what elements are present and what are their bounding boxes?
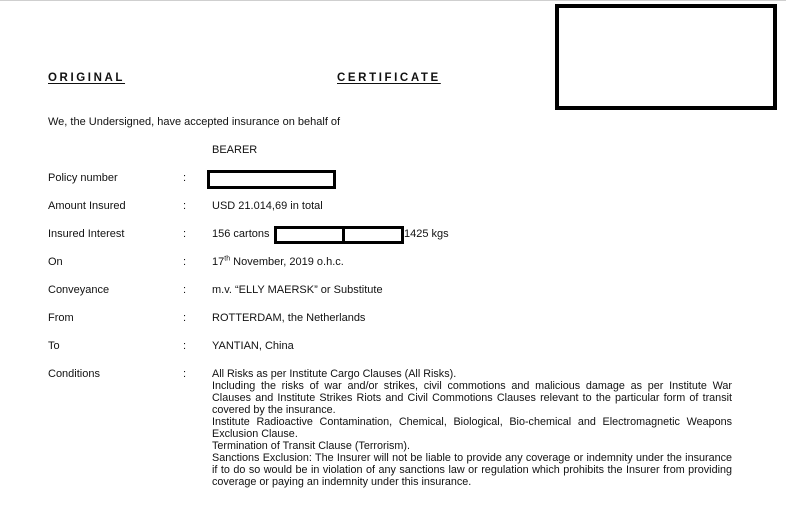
from-value: ROTTERDAM, the Netherlands	[212, 312, 366, 324]
insured-interest-redacted-2	[342, 226, 404, 244]
separator: :	[183, 200, 187, 212]
policy-number-redacted	[207, 170, 336, 189]
policy-number-row	[0, 172, 786, 188]
conveyance-value: m.v. “ELLY MAERSK” or Substitute	[212, 284, 383, 296]
separator: :	[183, 228, 187, 240]
on-row	[0, 256, 786, 272]
separator: :	[183, 256, 187, 268]
conditions-paragraph: Institute Radioactive Contamination, Chemical, Biological, Bio-chemical and Electromagnetic Weapons Exclusion Clause.	[212, 416, 732, 440]
on-label: On	[48, 256, 63, 268]
insured-interest-row	[0, 228, 786, 244]
conditions-paragraph: Including the risks of war and/or strikes, civil commotions and malicious damage as per Institute War Clauses and Institute Strikes Riots and Civil Commotions Clauses relevant to the particular form of transit covered by the insurance.	[212, 380, 732, 416]
separator: :	[183, 172, 187, 184]
conditions-text	[212, 368, 732, 488]
from-row	[0, 312, 786, 328]
amount-insured-row	[0, 200, 786, 216]
conditions-paragraph: All Risks as per Institute Cargo Clauses (All Risks).	[212, 368, 457, 380]
separator: :	[183, 340, 187, 352]
to-label: To	[48, 340, 60, 352]
certificate-heading: CERTIFICATE	[337, 72, 441, 84]
intro-text: We, the Undersigned, have accepted insurance on behalf of	[48, 116, 341, 128]
insured-interest-suffix: 1425 kgs	[404, 228, 449, 240]
conveyance-label: Conveyance	[48, 284, 110, 296]
redacted-stamp-box	[555, 4, 777, 110]
conditions-paragraph: Termination of Transit Clause (Terrorism).	[212, 440, 410, 452]
insured-interest-label: Insured Interest	[48, 228, 125, 240]
bearer-value: BEARER	[212, 144, 258, 156]
on-date-rest: November, 2019 o.h.c.	[230, 256, 344, 268]
insured-interest-prefix: 156 cartons	[212, 228, 270, 240]
original-heading: ORIGINAL	[48, 72, 126, 84]
conditions-paragraph: Sanctions Exclusion: The Insurer will not be liable to provide any coverage or indemnity under the insurance if to do so would be in violation of any sanctions law or regulation which prohibits the Insurer from providing coverage or paying an indemnity under this insurance.	[212, 452, 732, 488]
on-day: 17	[212, 256, 225, 268]
separator: :	[183, 368, 187, 380]
separator: :	[183, 284, 187, 296]
to-value: YANTIAN, China	[212, 340, 294, 352]
insured-interest-redacted-1	[274, 226, 347, 244]
separator: :	[183, 312, 187, 324]
conveyance-row	[0, 284, 786, 300]
amount-insured-label: Amount Insured	[48, 200, 126, 212]
on-day-suffix: th	[224, 255, 231, 263]
on-value	[212, 256, 344, 268]
policy-number-label: Policy number	[48, 172, 118, 184]
to-row	[0, 340, 786, 356]
conditions-label: Conditions	[48, 368, 100, 380]
from-label: From	[48, 312, 74, 324]
amount-insured-value: USD 21.014,69 in total	[212, 200, 323, 212]
top-border	[0, 0, 786, 1]
